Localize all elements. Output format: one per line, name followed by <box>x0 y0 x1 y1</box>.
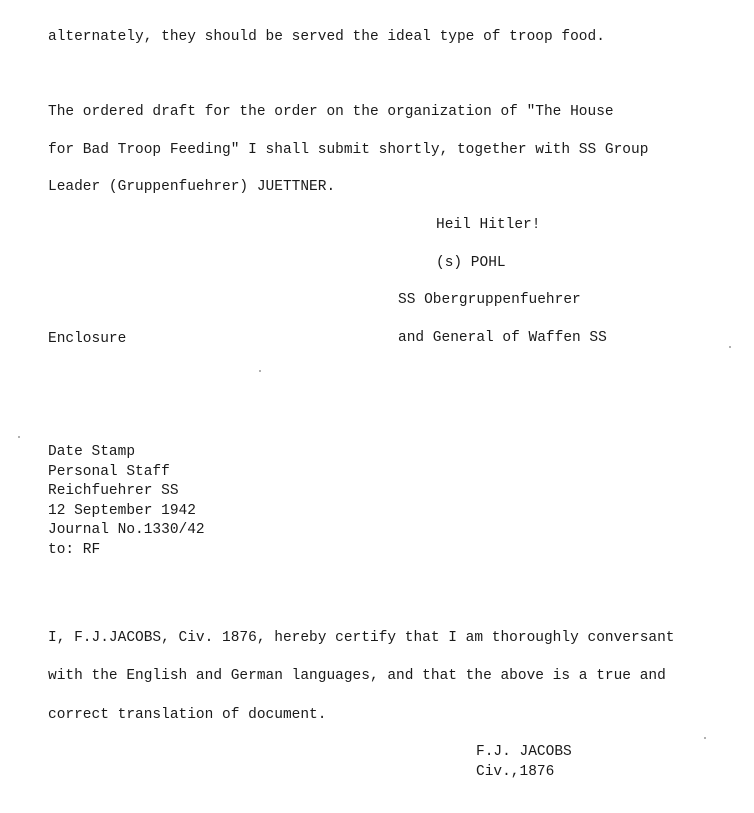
signature-rank: SS Obergruppenfuehrer <box>398 292 581 308</box>
paper-speck <box>18 436 20 438</box>
signature-name: (s) POHL <box>436 255 506 271</box>
paper-speck <box>704 737 706 739</box>
body-para2-line-2: for Bad Troop Feeding" I shall submit shortly, together with SS Group <box>48 142 649 158</box>
translator-civ: Civ.,1876 <box>476 763 555 780</box>
stamp-line: Journal No.1330/42 <box>48 522 205 538</box>
paper-speck <box>729 346 731 348</box>
signature-salute: Heil Hitler! <box>436 217 541 233</box>
stamp-line: to: RF <box>48 541 101 558</box>
stamp-line: Date Stamp <box>48 444 136 460</box>
body-para2-line-3: Leader (Gruppenfuehrer) JUETTNER. <box>48 179 336 195</box>
date-stamp-block <box>48 443 205 560</box>
body-line-1: alternately, they should be served the ideal type of troop food. <box>48 29 605 45</box>
body-para2-line-1: The ordered draft for the order on the organization of "The House <box>48 104 614 120</box>
stamp-line: 12 September 1942 <box>48 502 196 519</box>
certification-line-1: I, F.J.JACOBS, Civ. 1876, hereby certify that I am thoroughly conversant <box>48 630 675 646</box>
translator-name: F.J. JACOBS <box>476 744 572 760</box>
translator-block <box>476 743 572 782</box>
signature-rank-2: and General of Waffen SS <box>398 330 607 346</box>
enclosure-label: Enclosure <box>48 331 127 347</box>
stamp-line: Reichfuehrer SS <box>48 483 179 499</box>
stamp-line: Personal Staff <box>48 463 170 480</box>
certification-line-3: correct translation of document. <box>48 707 327 723</box>
paper-speck <box>259 370 261 372</box>
certification-line-2: with the English and German languages, and that the above is a true and <box>48 668 666 684</box>
